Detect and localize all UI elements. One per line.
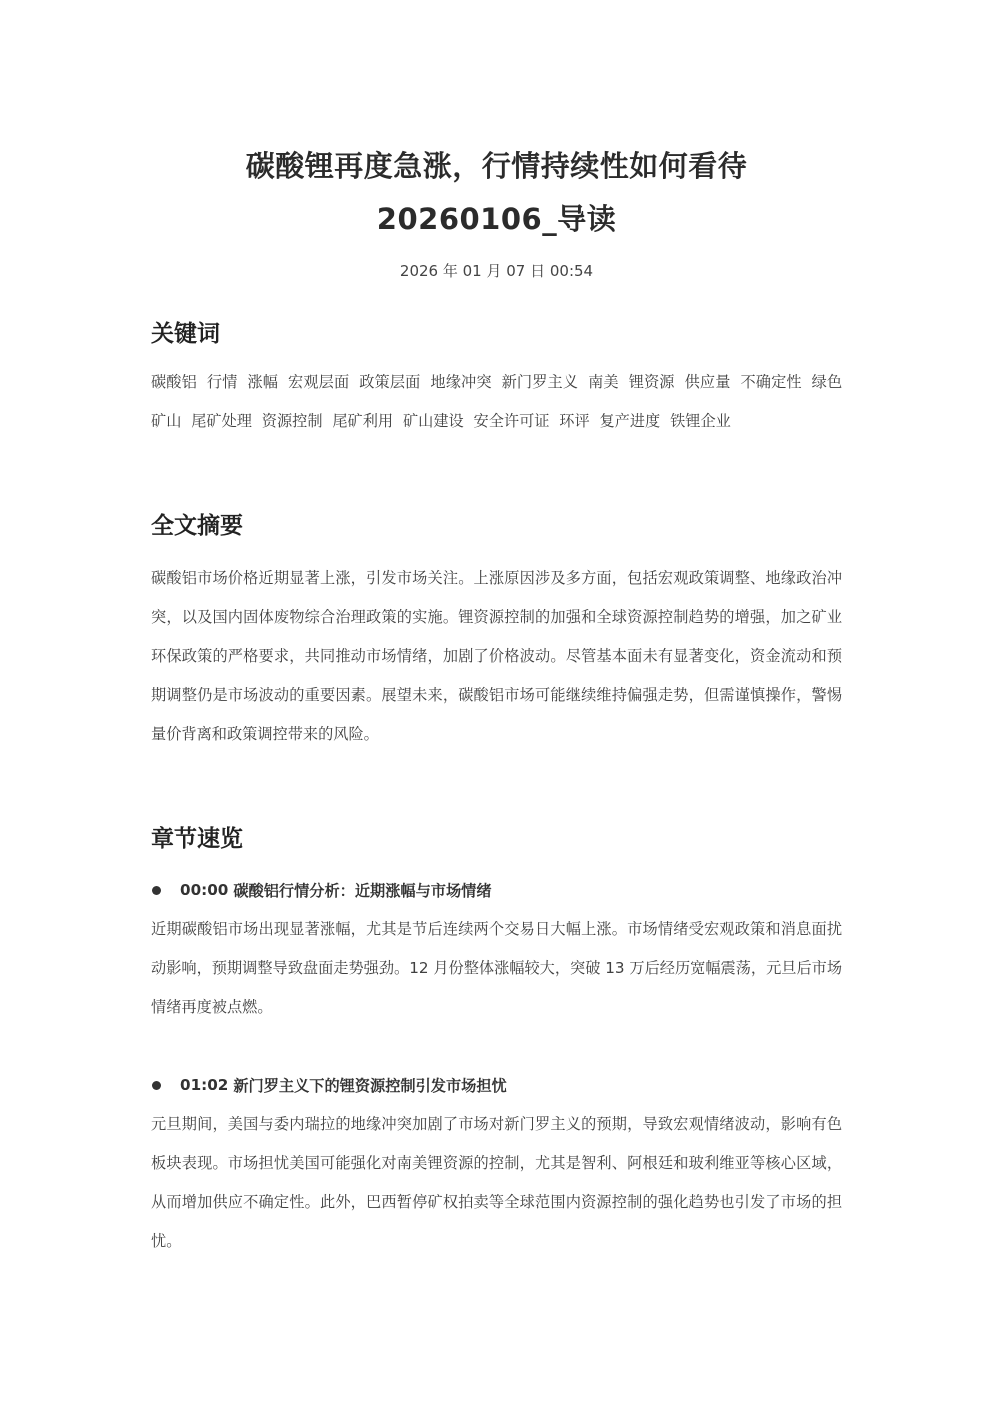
keyword-tag: 碳酸铝 [151,373,197,391]
chapter-item [151,878,842,1027]
chapter-item [151,1073,842,1261]
chapter-title: 碳酸铝行情分析：近期涨幅与市场情绪 [233,881,492,900]
keyword-tag: 资源控制 [261,412,323,430]
keyword-tag: 安全许可证 [473,412,550,430]
chapter-timestamp[interactable]: 01:02 [180,1076,229,1094]
keyword-tag: 新门罗主义 [501,373,579,391]
bullet-icon [152,1081,161,1090]
chapter-text: 近期碳酸铝市场出现显著涨幅，尤其是节后连续两个交易日大幅上涨。市场情绪受宏观政策和消息面扰动影响，预期调整导致盘面走势强劲。12 月份整体涨幅较大，突破 13 万后经历宽幅震荡，元旦后市场情绪再度被点燃。 [151,920,843,1016]
chapter-title: 新门罗主义下的锂资源控制引发市场担忧 [233,1076,507,1095]
document-content [151,140,842,1261]
summary-text: 碳酸铝市场价格近期显著上涨，引发市场关注。上涨原因涉及多方面，包括宏观政策调整、地缘政治冲突，以及国内固体废物综合治理政策的实施。锂资源控制的加强和全球资源控制趋势的增强，加之矿业环保政策的严格要求，共同推动市场情绪，加剧了价格波动。尽管基本面未有显著变化，资金流动和预期调整仍是市场波动的重要因素。展望未来，碳酸铝市场可能继续维持偏强走势，但需谨慎操作，警惕量价背离和政策调控带来的风险。 [151,569,842,743]
keyword-tag: 南美 [588,373,619,391]
keyword-tag: 涨幅 [247,373,279,391]
keyword-tag: 绿色矿山 [151,373,843,430]
chapters-heading: 章节速览 [151,826,243,852]
keywords-heading: 关键词 [151,321,220,347]
keyword-tag: 环评 [559,412,590,430]
keyword-tag: 复产进度 [599,412,661,430]
bullet-icon [152,886,161,895]
keyword-tag: 不确定性 [740,373,802,391]
keyword-tag: 尾矿处理 [191,412,252,430]
keyword-tag: 政策层面 [359,373,421,391]
document-title: 碳酸锂再度急涨，行情持续性如何看待 20260106_导读 [245,149,748,236]
keyword-tag: 宏观层面 [288,373,350,391]
keyword-tag: 地缘冲突 [430,373,492,391]
document-date: 2026 年 01 月 07 日 00:54 [399,262,594,280]
chapter-header [151,878,842,902]
keyword-tag: 尾矿利用 [332,412,394,430]
keyword-tag: 供应量 [684,373,731,391]
keyword-tag: 行情 [206,373,238,391]
summary-heading: 全文摘要 [151,513,243,539]
chapter-text: 元旦期间，美国与委内瑞拉的地缘冲突加剧了市场对新门罗主义的预期，导致宏观情绪波动，影响有色板块表现。市场担忧美国可能强化对南美锂资源的控制，尤其是智利、阿根廷和玻利维亚等核心区域，从而增加供应不确定性。此外，巴西暂停矿权拍卖等全球范围内资源控制的强化趋势也引发了市场的担忧。 [151,1115,842,1250]
chapter-timestamp[interactable]: 00:00 [180,881,229,899]
keyword-tag: 锂资源 [628,373,675,391]
keyword-tag: 矿山建设 [402,412,464,430]
chapter-header [151,1073,842,1097]
keyword-tag: 铁锂企业 [670,412,731,430]
keywords-list [151,363,842,441]
